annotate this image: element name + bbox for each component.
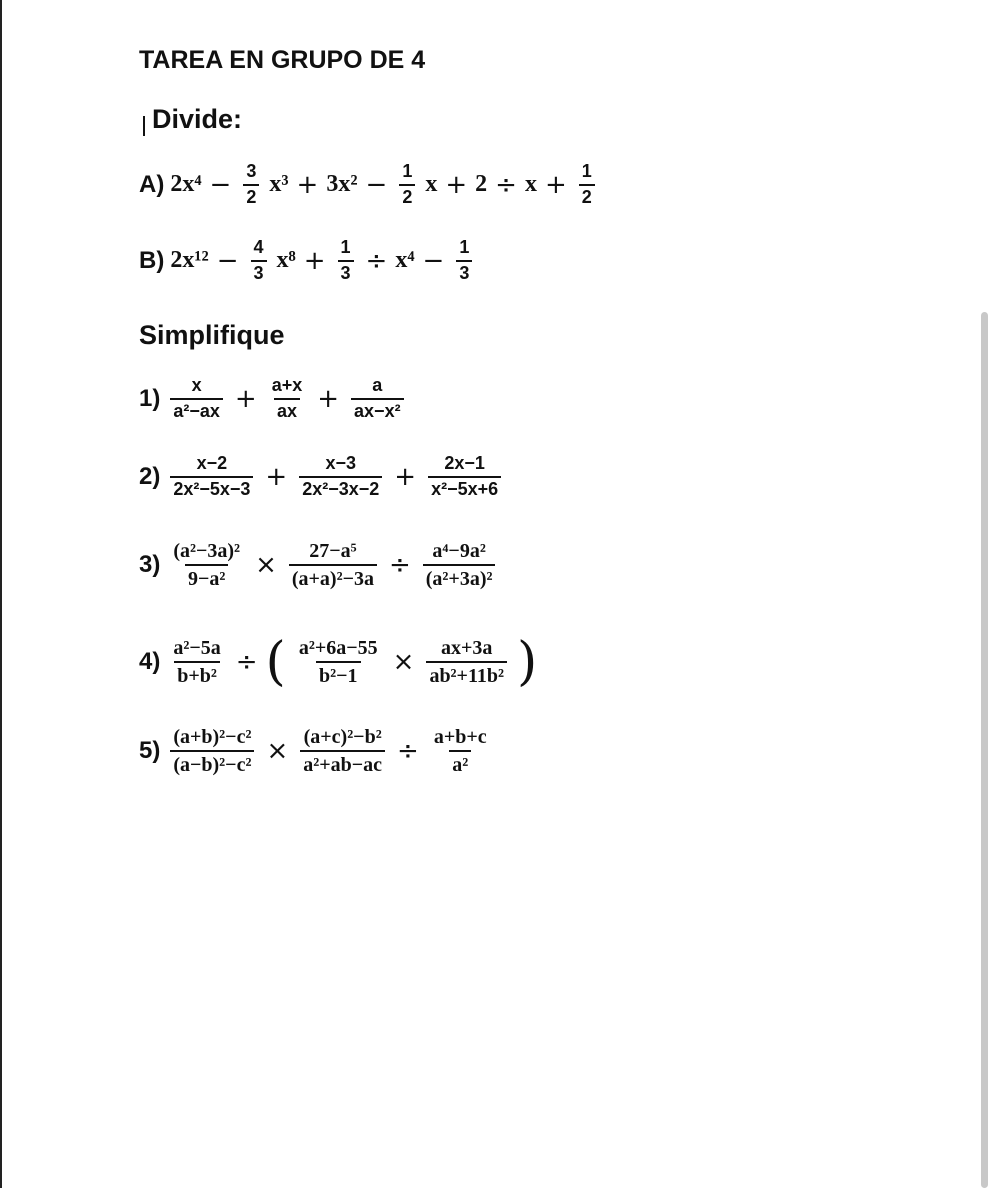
term: 2	[475, 171, 488, 198]
operator: +	[544, 169, 567, 200]
term: x	[524, 171, 537, 198]
denominator: 3	[251, 260, 267, 284]
denominator: a²−ax	[170, 398, 223, 422]
numerator: 4	[253, 237, 264, 257]
left-parenthesis: (	[265, 632, 286, 692]
numerator: 1	[402, 161, 413, 181]
operator: +	[394, 461, 417, 492]
scrollbar[interactable]	[981, 312, 988, 1188]
problem-label: A)	[139, 170, 165, 198]
numerator: a+x	[271, 375, 303, 395]
fraction	[334, 238, 358, 284]
term: x	[425, 171, 438, 198]
operator: −	[216, 245, 239, 276]
fraction	[395, 162, 419, 208]
numerator: a⁴−9a²	[432, 540, 486, 562]
numerator: ax+3a	[441, 637, 493, 659]
denominator: 2x²−3x−2	[299, 476, 382, 500]
denominator: 2	[579, 184, 595, 208]
problem-label: 3)	[139, 551, 161, 578]
fraction	[427, 726, 494, 776]
fraction	[239, 162, 263, 208]
fraction	[422, 637, 511, 687]
operator: ×	[392, 647, 415, 677]
section-simplify: Simplifique	[139, 320, 285, 350]
fraction	[296, 726, 389, 776]
operator: +	[317, 383, 340, 414]
term: 2x⁴	[170, 171, 202, 198]
left-border	[0, 0, 2, 1188]
division-sign: ÷	[495, 169, 517, 200]
division-sign: ÷	[365, 245, 388, 276]
term: 2x¹²	[170, 247, 209, 274]
problem-b	[139, 238, 476, 284]
denominator: ax	[274, 398, 300, 422]
numerator: a	[372, 375, 383, 395]
fraction	[166, 637, 227, 687]
denominator: 3	[456, 260, 472, 284]
denominator: a²	[449, 750, 471, 776]
denominator: 3	[338, 260, 354, 284]
operator: +	[296, 169, 319, 200]
fraction	[166, 454, 257, 500]
operator: −	[422, 245, 445, 276]
denominator: (a−b)²−c²	[170, 750, 254, 776]
fraction	[575, 162, 599, 208]
simplify-5	[139, 726, 494, 776]
denominator: ax−x²	[351, 398, 404, 422]
term: 3x²	[326, 171, 358, 198]
simplify-3	[139, 540, 499, 590]
numerator: 3	[246, 161, 257, 181]
right-parenthesis: )	[516, 632, 538, 692]
numerator: 2x−1	[444, 453, 485, 473]
problem-label: 4)	[139, 648, 161, 675]
operator: ÷	[388, 550, 411, 580]
fraction	[292, 637, 385, 687]
operator: +	[234, 383, 257, 414]
numerator: 1	[459, 237, 470, 257]
problem-label: 2)	[139, 462, 161, 490]
numerator: (a²−3a)²	[173, 540, 241, 562]
term: x⁴	[395, 247, 415, 274]
simplify-4	[139, 632, 538, 692]
denominator: ab²+11b²	[426, 661, 507, 687]
numerator: x−2	[196, 453, 228, 473]
denominator: 9−a²	[185, 564, 228, 590]
fraction	[452, 238, 476, 284]
numerator: (a+c)²−b²	[303, 726, 382, 748]
denominator: b²−1	[316, 661, 361, 687]
denominator: 2	[399, 184, 415, 208]
operator: +	[445, 169, 468, 200]
numerator: a+b+c	[433, 726, 487, 748]
fraction	[424, 454, 505, 500]
section-divide: Divide:	[152, 104, 243, 134]
operator: ×	[266, 736, 289, 766]
fraction	[166, 540, 247, 590]
numerator: x−3	[325, 453, 357, 473]
simplify-1	[139, 376, 408, 422]
denominator: (a+a)²−3a	[289, 564, 377, 590]
numerator: 1	[340, 237, 351, 257]
denominator: 2	[243, 184, 259, 208]
page-title: TAREA EN GRUPO DE 4	[139, 46, 426, 74]
numerator: a²−5a	[173, 637, 221, 659]
numerator: x	[191, 375, 202, 395]
operator: −	[209, 169, 232, 200]
operator: ÷	[397, 736, 419, 766]
term: x³	[269, 171, 289, 198]
fraction	[419, 540, 500, 590]
denominator: b+b²	[174, 661, 220, 687]
denominator: 2x²−5x−3	[170, 476, 253, 500]
problem-label: 1)	[139, 384, 161, 412]
numerator: 27−a⁵	[309, 540, 357, 562]
operator: +	[265, 461, 288, 492]
simplify-2	[139, 454, 505, 500]
operator: ×	[255, 550, 277, 580]
numerator: 1	[581, 161, 592, 181]
text-cursor	[143, 116, 145, 136]
denominator: x²−5x+6	[428, 476, 501, 500]
operator: ÷	[235, 647, 258, 677]
numerator: a²+6a−55	[298, 637, 378, 659]
operator: −	[365, 169, 388, 200]
fraction	[166, 726, 258, 776]
fraction	[285, 540, 381, 590]
fraction	[295, 454, 386, 500]
fraction	[166, 376, 227, 422]
numerator: (a+b)²−c²	[173, 726, 252, 748]
problem-label: B)	[139, 246, 165, 274]
problem-a	[139, 162, 599, 208]
denominator: a²+ab−ac	[300, 750, 385, 776]
problem-label: 5)	[139, 737, 161, 764]
operator: +	[303, 245, 326, 276]
fraction	[247, 238, 271, 284]
denominator: (a²+3a)²	[423, 564, 496, 590]
term: x⁸	[276, 247, 296, 274]
fraction	[347, 376, 408, 422]
fraction	[265, 376, 310, 422]
